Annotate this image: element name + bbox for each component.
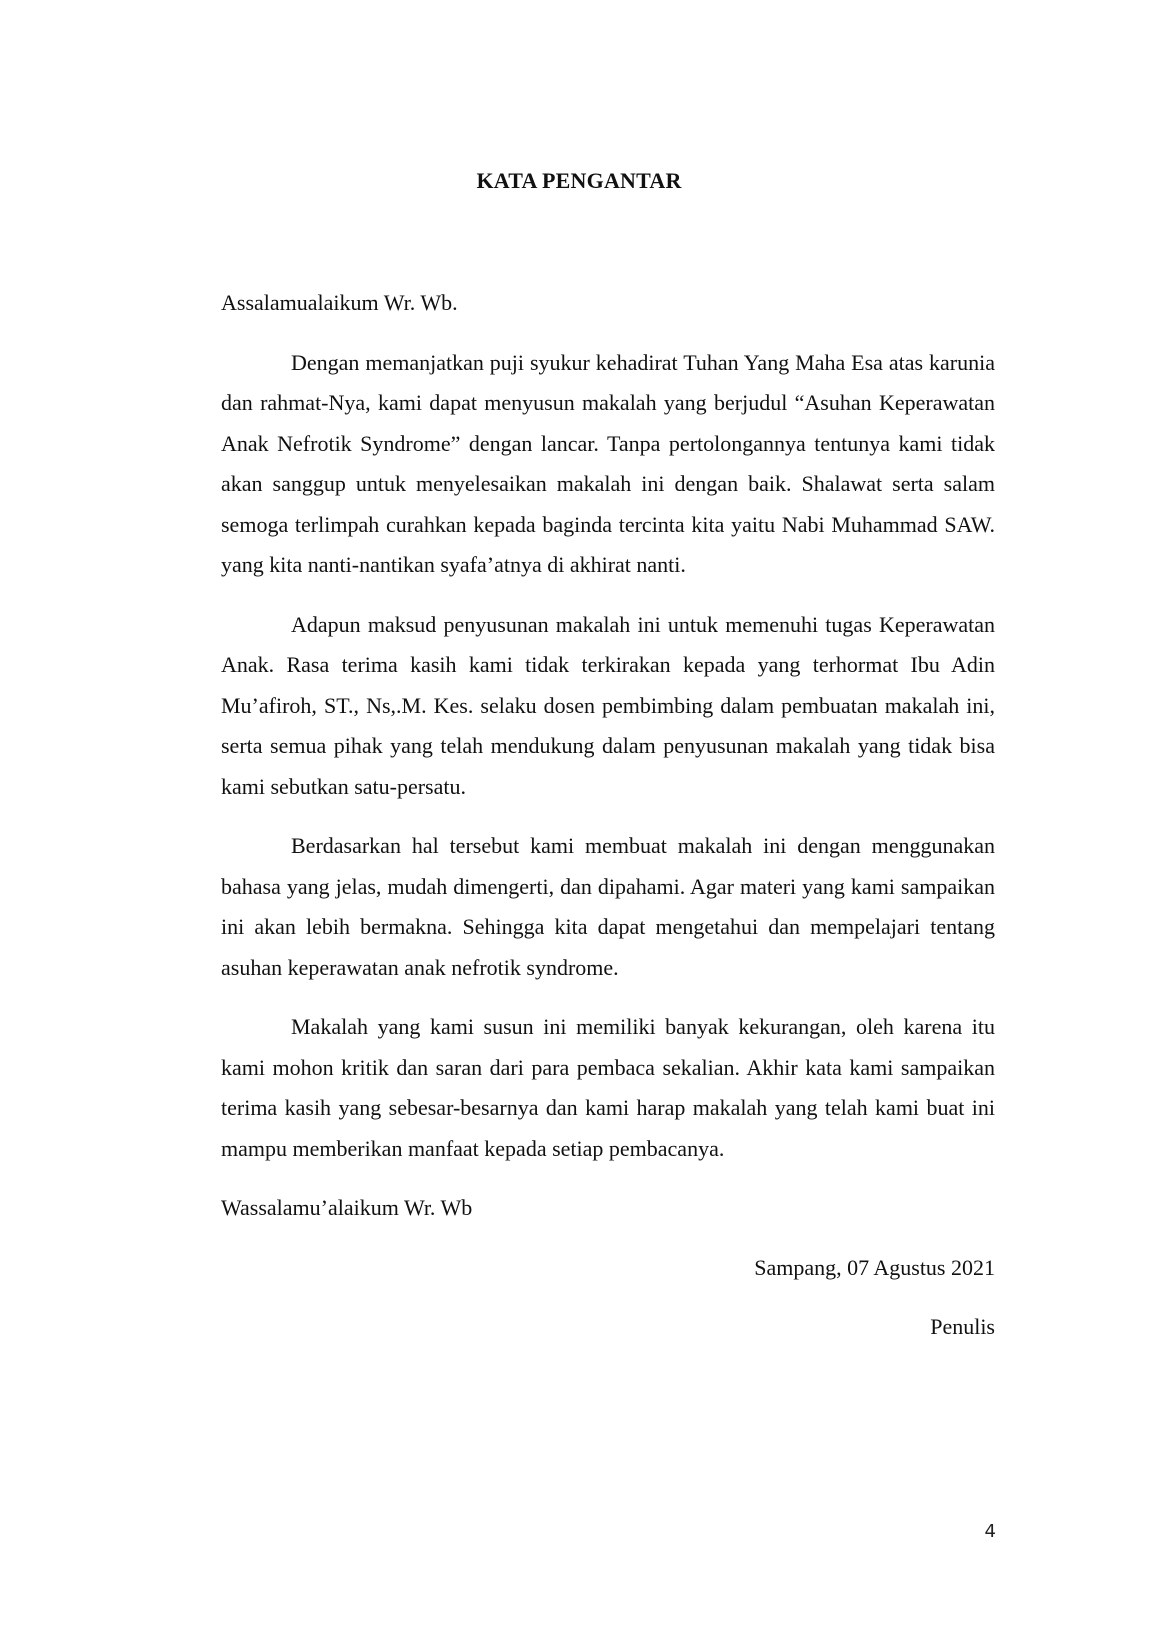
- paragraph-3: Berdasarkan hal tersebut kami membuat makalah ini dengan menggunakan bahasa yang jelas, mudah dimengerti, dan dipahami. Agar materi yang kami sampaikan ini akan lebih bermakna. Sehingga kita dapat mengetahui dan mempelajari tentang asuhan keperawatan anak nefrotik syndrome.: [221, 833, 995, 980]
- closing-salutation: Wassalamu’alaikum Wr. Wb: [221, 1195, 473, 1220]
- place-date: Sampang, 07 Agustus 2021: [754, 1254, 995, 1280]
- page-number: 4: [984, 1521, 996, 1542]
- paragraph-2: Adapun maksud penyusunan makalah ini untuk memenuhi tugas Keperawatan Anak. Rasa terima kasih kami tidak terkirakan kepada yang terhormat Ibu Adin Mu’afiroh, ST., Ns,.M. Kes. selaku dosen pembimbing dalam pembuatan makalah ini, serta semua pihak yang telah mendukung dalam penyusunan makalah yang tidak bisa kami sebutkan satu-persatu.: [221, 611, 995, 799]
- greeting: Assalamualaikum Wr. Wb.: [221, 290, 458, 315]
- paragraph-1: Dengan memanjatkan puji syukur kehadirat Tuhan Yang Maha Esa atas karunia dan rahmat-Nya, kami dapat menyusun makalah yang berjudul “Asuhan Keperawatan Anak Nefrotik Syndrome” dengan lancar. Tanpa pertolongannya tentunya kami tidak akan sanggup untuk menyelesaikan makalah ini dengan baik. Shalawat serta salam semoga terlimpah curahkan kepada baginda tercinta kita yaitu Nabi Muhammad SAW. yang kita nanti-nantikan syafa’atnya di akhirat nanti.: [221, 349, 995, 577]
- paragraph-4: Makalah yang kami susun ini memiliki banyak kekurangan, oleh karena itu kami mohon kritik dan saran dari para pembaca sekalian. Akhir kata kami sampaikan terima kasih yang sebesar-besarnya dan kami harap makalah yang telah kami buat ini mampu memberikan manfaat kepada setiap pembacanya.: [221, 1014, 995, 1161]
- page-title: KATA PENGANTAR: [476, 168, 682, 193]
- author-signature: Penulis: [930, 1314, 995, 1339]
- document-body: [221, 283, 995, 1348]
